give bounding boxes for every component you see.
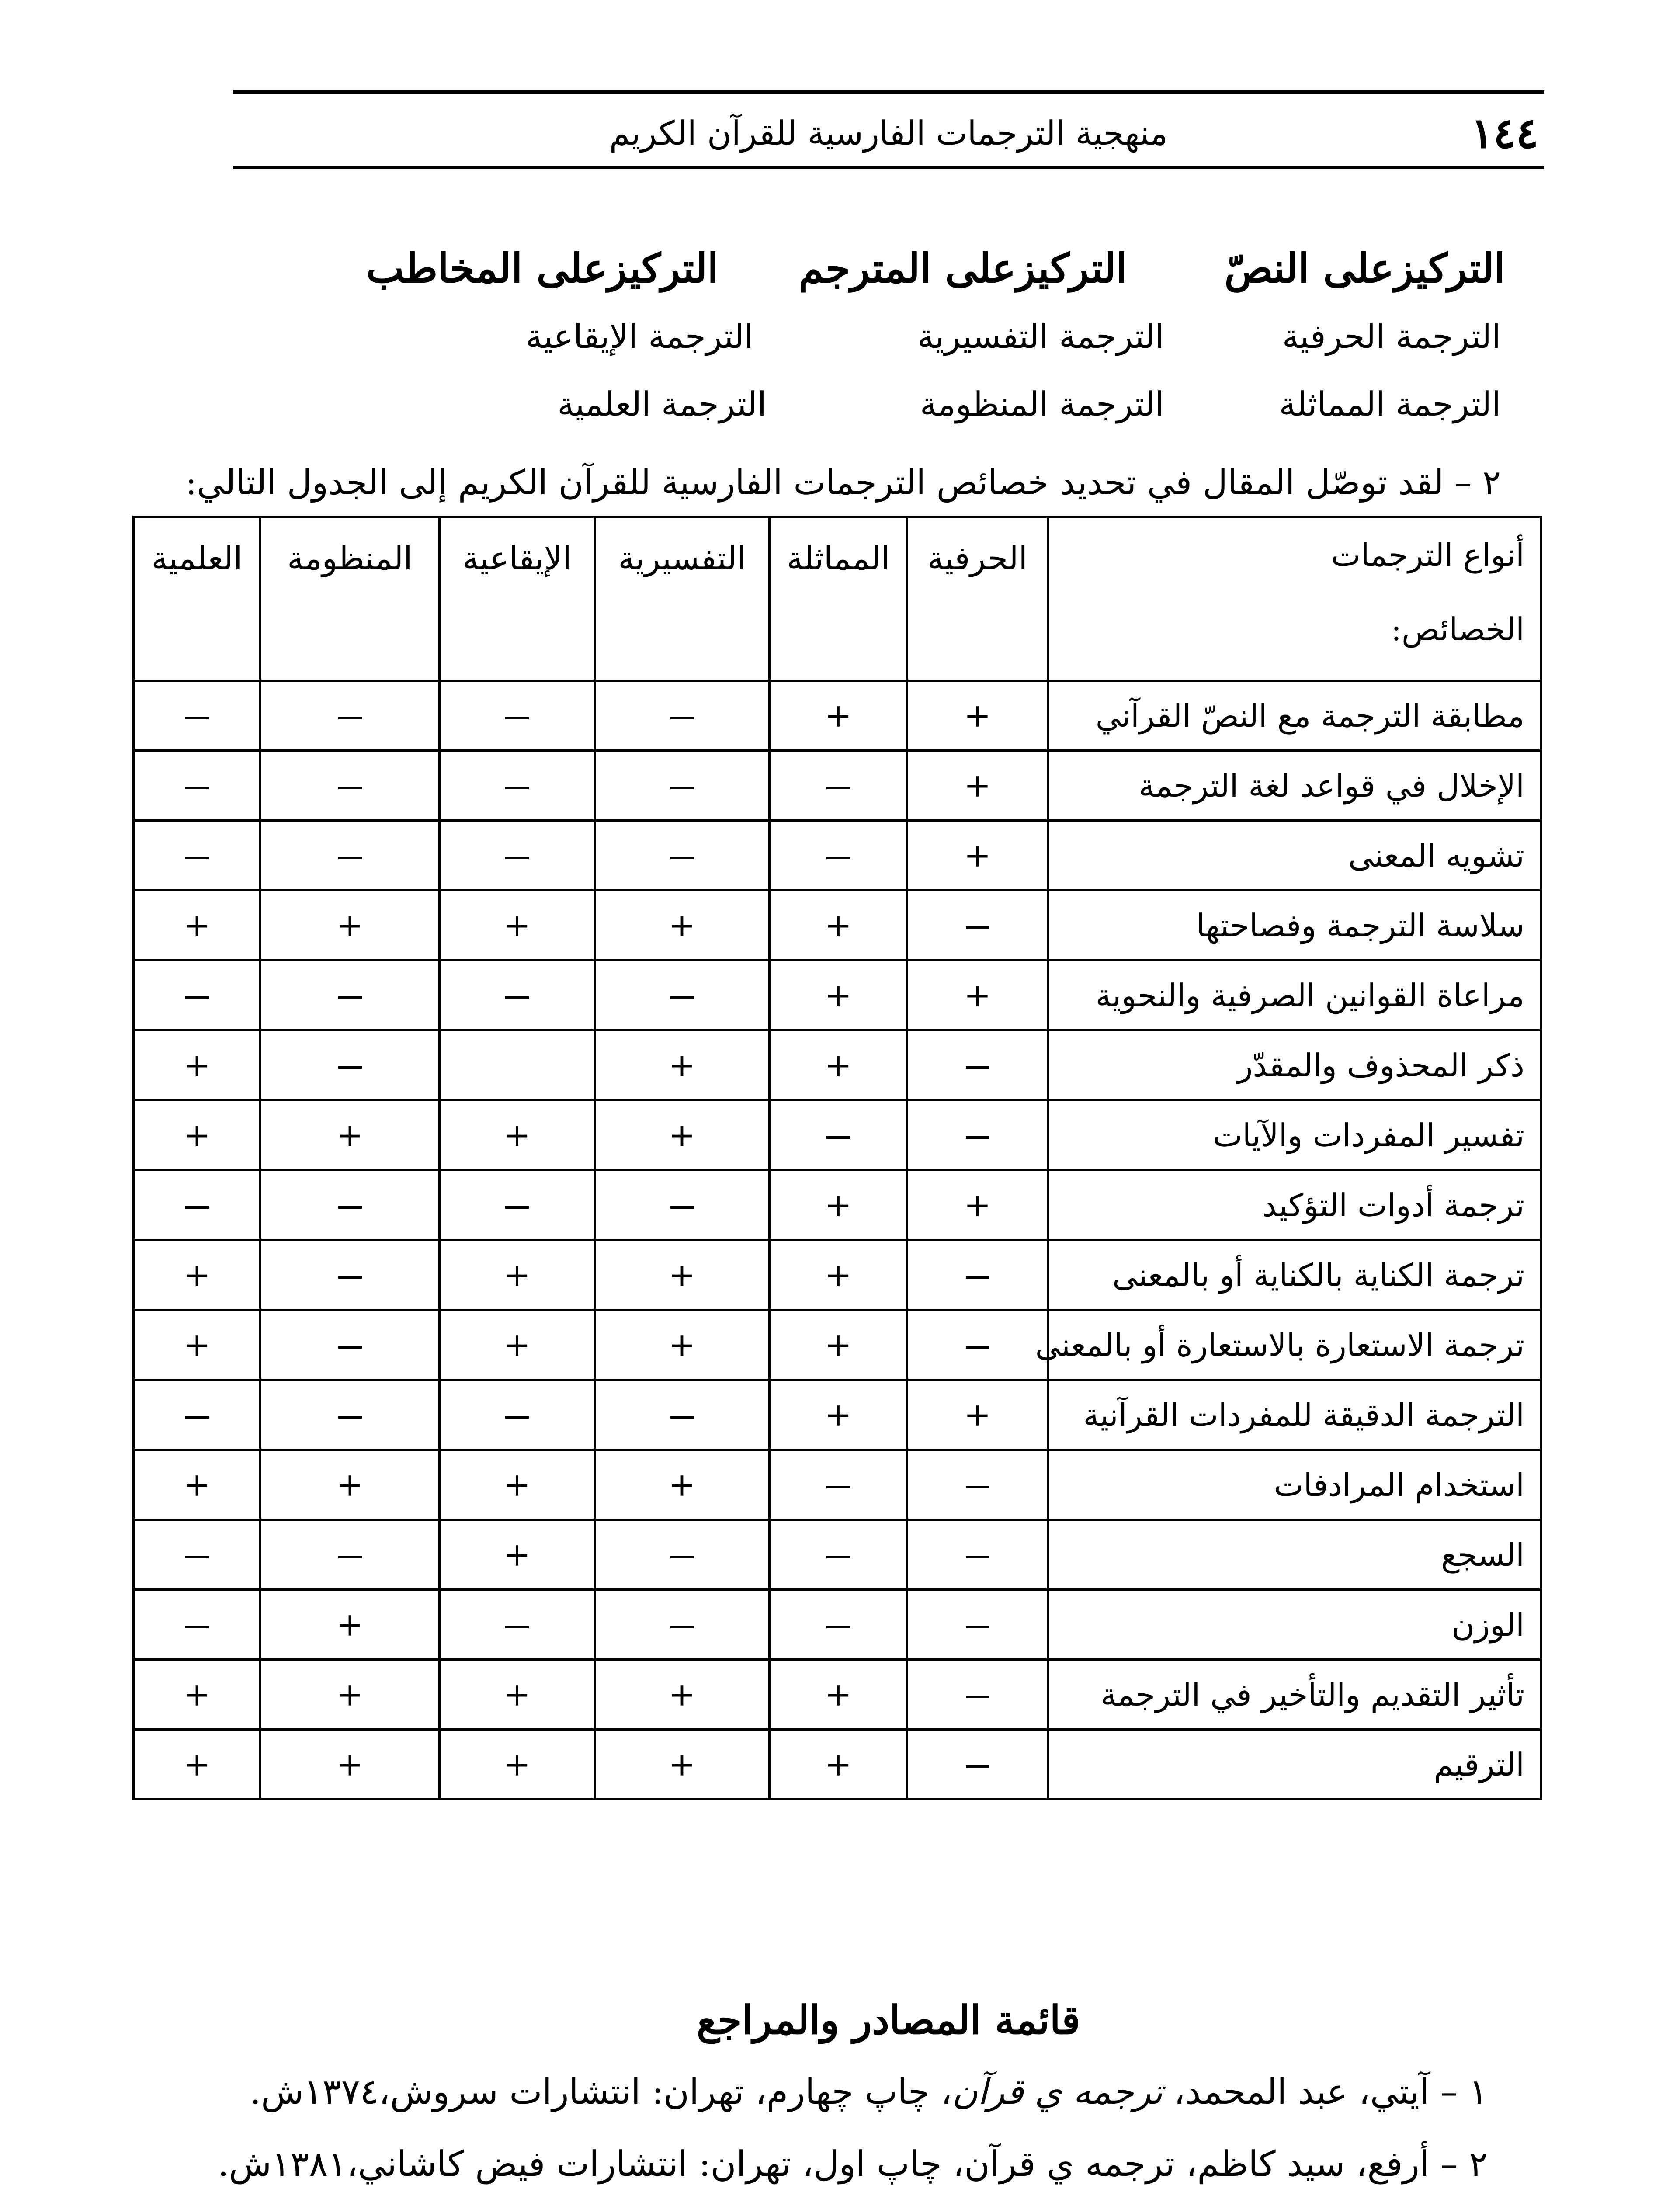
minus-cell: [907, 891, 1048, 961]
category-title-translator: التركيزعلى المترجم: [798, 245, 1127, 292]
plus-cell: +: [770, 1660, 907, 1730]
plus-cell: +: [134, 1450, 260, 1520]
minus-mark: [966, 1066, 989, 1069]
minus-cell: [134, 1520, 260, 1590]
feature-cell: الترجمة الدقيقة للمفردات القرآنية: [1048, 1380, 1541, 1450]
minus-mark: [826, 1136, 850, 1139]
plus-cell: +: [134, 1100, 260, 1170]
plus-cell: +: [770, 1730, 907, 1800]
minus-cell: [907, 1030, 1048, 1100]
minus-cell: [595, 961, 770, 1030]
table-row: [134, 681, 1541, 751]
minus-mark: [670, 1626, 694, 1628]
minus-mark: [826, 857, 850, 859]
feature-cell: مراعاة القوانين الصرفية والنحوية: [1048, 961, 1541, 1030]
minus-cell: [770, 1590, 907, 1660]
minus-mark: [966, 1486, 989, 1488]
minus-cell: [260, 1310, 440, 1380]
plus-cell: +: [440, 1660, 595, 1730]
table-row: [134, 751, 1541, 821]
minus-mark: [505, 787, 529, 789]
reference-item: [250, 2071, 1488, 2112]
minus-mark: [185, 1556, 209, 1558]
category-type: الترجمة الحرفية: [1282, 317, 1501, 356]
plus-cell: +: [134, 1030, 260, 1100]
minus-mark: [185, 1206, 209, 1209]
plus-cell: +: [134, 1730, 260, 1800]
plus-cell: +: [440, 1450, 595, 1520]
plus-cell: +: [907, 961, 1048, 1030]
minus-cell: [770, 1520, 907, 1590]
running-title: منهجية الترجمات الفارسية للقرآن الكريم: [609, 114, 1168, 153]
minus-mark: [505, 1626, 529, 1628]
empty-cell: [440, 1030, 595, 1100]
minus-cell: [595, 821, 770, 891]
plus-cell: +: [770, 891, 907, 961]
minus-cell: [260, 1380, 440, 1450]
minus-mark: [338, 996, 362, 999]
feature-cell: الإخلال في قواعد لغة الترجمة: [1048, 751, 1541, 821]
plus-cell: +: [907, 1380, 1048, 1450]
plus-cell: +: [260, 1590, 440, 1660]
plus-cell: +: [440, 1730, 595, 1800]
column-header: المنظومة: [260, 517, 440, 681]
minus-mark: [670, 857, 694, 859]
minus-mark: [966, 1556, 989, 1558]
minus-mark: [185, 787, 209, 789]
minus-mark: [670, 1556, 694, 1558]
minus-cell: [595, 1590, 770, 1660]
minus-mark: [826, 1486, 850, 1488]
minus-mark: [505, 1206, 529, 1209]
minus-cell: [595, 1170, 770, 1240]
minus-cell: [260, 1520, 440, 1590]
plus-cell: +: [595, 1240, 770, 1310]
feature-cell: تشويه المعنى: [1048, 821, 1541, 891]
table-row: [134, 1380, 1541, 1450]
feature-cell: الوزن: [1048, 1590, 1541, 1660]
minus-cell: [134, 821, 260, 891]
minus-cell: [770, 821, 907, 891]
minus-cell: [595, 1520, 770, 1590]
plus-cell: +: [770, 681, 907, 751]
minus-cell: [907, 1450, 1048, 1520]
plus-cell: +: [770, 961, 907, 1030]
minus-mark: [185, 996, 209, 999]
minus-cell: [440, 961, 595, 1030]
minus-mark: [338, 1556, 362, 1558]
minus-cell: [907, 1240, 1048, 1310]
minus-cell: [134, 681, 260, 751]
category-type: الترجمة العلمية: [557, 385, 767, 423]
plus-cell: +: [440, 1240, 595, 1310]
minus-mark: [670, 1206, 694, 1209]
table-row: [134, 1170, 1541, 1240]
minus-cell: [260, 681, 440, 751]
table-row: [134, 1240, 1541, 1310]
minus-cell: [440, 1170, 595, 1240]
reference-text: ٢ – أرفع، سيد كاظم، ترجمه ي قرآن، چاپ اول، تهران: انتشارات فيض كاشاني،١٣٨١ش.: [218, 2143, 1488, 2184]
minus-cell: [907, 1100, 1048, 1170]
minus-mark: [966, 1696, 989, 1698]
table-intro: ٢ – لقد توصّل المقال في تحديد خصائص الترجمات الفارسية للقرآن الكريم إلى الجدول التالي:: [185, 463, 1501, 503]
feature-cell: ذكر المحذوف والمقدّر: [1048, 1030, 1541, 1100]
page-number: ١٤٤: [1471, 108, 1538, 158]
minus-cell: [595, 1380, 770, 1450]
feature-cell: ترجمة الكناية بالكناية أو بالمعنى: [1048, 1240, 1541, 1310]
minus-mark: [966, 1276, 989, 1279]
feature-cell: مطابقة الترجمة مع النصّ القرآني: [1048, 681, 1541, 751]
reference-item: [218, 2143, 1488, 2184]
feature-cell: سلاسة الترجمة وفصاحتها: [1048, 891, 1541, 961]
minus-cell: [134, 1170, 260, 1240]
minus-cell: [134, 1590, 260, 1660]
reference-text: ١ – آيتي، عبد المحمد،: [1163, 2071, 1488, 2112]
minus-cell: [770, 1450, 907, 1520]
minus-cell: [260, 961, 440, 1030]
column-header: العلمية: [134, 517, 260, 681]
plus-cell: +: [770, 1170, 907, 1240]
table-row: [134, 821, 1541, 891]
plus-cell: +: [595, 1450, 770, 1520]
reference-book-title: ترجمه ي قرآن: [952, 2071, 1163, 2112]
plus-cell: +: [595, 1660, 770, 1730]
table-row: [134, 961, 1541, 1030]
table-row: [134, 1590, 1541, 1660]
header-top-rule: [233, 90, 1544, 94]
minus-mark: [670, 996, 694, 999]
minus-mark: [670, 1416, 694, 1419]
category-type: الترجمة التفسيرية: [917, 317, 1164, 356]
minus-cell: [440, 821, 595, 891]
table-row: [134, 1310, 1541, 1380]
category-title-audience: التركيزعلى المخاطب: [366, 245, 719, 292]
table-header-row: [134, 517, 1541, 681]
plus-cell: +: [907, 1170, 1048, 1240]
table-row: [134, 891, 1541, 961]
minus-cell: [907, 1590, 1048, 1660]
feature-cell: ترجمة أدوات التؤكيد: [1048, 1170, 1541, 1240]
corner-label-features: الخصائص:: [1391, 611, 1524, 648]
minus-mark: [505, 996, 529, 999]
feature-cell: استخدام المرادفات: [1048, 1450, 1541, 1520]
minus-cell: [907, 1520, 1048, 1590]
plus-cell: +: [440, 1100, 595, 1170]
plus-cell: +: [770, 1380, 907, 1450]
plus-cell: +: [260, 1730, 440, 1800]
feature-cell: السجع: [1048, 1520, 1541, 1590]
feature-cell: تفسير المفردات والآيات: [1048, 1100, 1541, 1170]
minus-mark: [966, 1626, 989, 1628]
column-header: الإيقاعية: [440, 517, 595, 681]
minus-mark: [338, 1346, 362, 1349]
table-corner-cell: [1048, 517, 1541, 681]
minus-mark: [826, 787, 850, 789]
plus-cell: +: [907, 821, 1048, 891]
minus-mark: [826, 1626, 850, 1628]
table-row: [134, 1660, 1541, 1730]
plus-cell: +: [907, 751, 1048, 821]
minus-mark: [505, 857, 529, 859]
table-row: [134, 1100, 1541, 1170]
table-row: [134, 1450, 1541, 1520]
minus-mark: [185, 1626, 209, 1628]
table-row: [134, 1730, 1541, 1800]
category-type: الترجمة المنظومة: [920, 385, 1164, 423]
plus-cell: +: [134, 891, 260, 961]
plus-cell: +: [440, 1520, 595, 1590]
minus-cell: [770, 1100, 907, 1170]
plus-cell: +: [440, 891, 595, 961]
minus-mark: [338, 717, 362, 719]
minus-cell: [907, 1310, 1048, 1380]
plus-cell: +: [134, 1240, 260, 1310]
minus-mark: [826, 1556, 850, 1558]
minus-cell: [595, 751, 770, 821]
plus-cell: +: [260, 891, 440, 961]
minus-cell: [440, 1590, 595, 1660]
feature-cell: الترقيم: [1048, 1730, 1541, 1800]
minus-mark: [338, 1416, 362, 1419]
minus-cell: [134, 961, 260, 1030]
plus-cell: +: [595, 891, 770, 961]
minus-cell: [260, 751, 440, 821]
column-header: الحرفية: [907, 517, 1048, 681]
minus-mark: [966, 1346, 989, 1349]
minus-mark: [338, 787, 362, 789]
plus-cell: +: [770, 1030, 907, 1100]
minus-mark: [966, 926, 989, 929]
plus-cell: +: [770, 1240, 907, 1310]
header-bottom-rule: [233, 166, 1544, 169]
references-title: قائمة المصادر والمراجع: [696, 1997, 1081, 2043]
features-table: [132, 516, 1542, 1800]
minus-mark: [338, 857, 362, 859]
plus-cell: +: [260, 1100, 440, 1170]
minus-mark: [185, 1416, 209, 1419]
plus-cell: +: [595, 1730, 770, 1800]
table-row: [134, 1520, 1541, 1590]
plus-cell: +: [134, 1660, 260, 1730]
minus-cell: [595, 681, 770, 751]
corner-label-types: أنواع الترجمات: [1331, 537, 1524, 573]
minus-cell: [440, 751, 595, 821]
minus-cell: [440, 1380, 595, 1450]
plus-cell: +: [440, 1310, 595, 1380]
minus-cell: [260, 821, 440, 891]
plus-cell: +: [770, 1310, 907, 1380]
minus-cell: [260, 1240, 440, 1310]
feature-cell: تأثير التقديم والتأخير في الترجمة: [1048, 1660, 1541, 1730]
minus-mark: [338, 1066, 362, 1069]
minus-mark: [338, 1206, 362, 1209]
plus-cell: +: [260, 1660, 440, 1730]
minus-cell: [134, 1380, 260, 1450]
minus-cell: [134, 751, 260, 821]
minus-mark: [185, 857, 209, 859]
category-type: الترجمة الإيقاعية: [525, 317, 753, 356]
minus-cell: [440, 681, 595, 751]
category-type: الترجمة المماثلة: [1279, 385, 1501, 423]
minus-cell: [260, 1030, 440, 1100]
minus-mark: [966, 1136, 989, 1139]
minus-mark: [670, 717, 694, 719]
plus-cell: +: [595, 1100, 770, 1170]
feature-cell: ترجمة الاستعارة بالاستعارة أو بالمعنى: [1048, 1310, 1541, 1380]
plus-cell: +: [595, 1030, 770, 1100]
column-header: المماثلة: [770, 517, 907, 681]
minus-mark: [505, 717, 529, 719]
column-header: التفسيرية: [595, 517, 770, 681]
minus-cell: [907, 1660, 1048, 1730]
plus-cell: +: [595, 1310, 770, 1380]
minus-mark: [505, 1416, 529, 1419]
table-row: [134, 1030, 1541, 1100]
plus-cell: +: [907, 681, 1048, 751]
category-title-text: التركيزعلى النصّ: [1224, 245, 1505, 292]
minus-mark: [966, 1765, 989, 1768]
minus-cell: [907, 1730, 1048, 1800]
minus-mark: [670, 787, 694, 789]
minus-cell: [260, 1170, 440, 1240]
plus-cell: +: [260, 1450, 440, 1520]
minus-cell: [770, 751, 907, 821]
plus-cell: +: [134, 1310, 260, 1380]
reference-text: ، چاپ چهارم، تهران: انتشارات سروش،١٣٧٤ش.: [250, 2071, 952, 2112]
minus-mark: [185, 717, 209, 719]
minus-mark: [338, 1276, 362, 1279]
